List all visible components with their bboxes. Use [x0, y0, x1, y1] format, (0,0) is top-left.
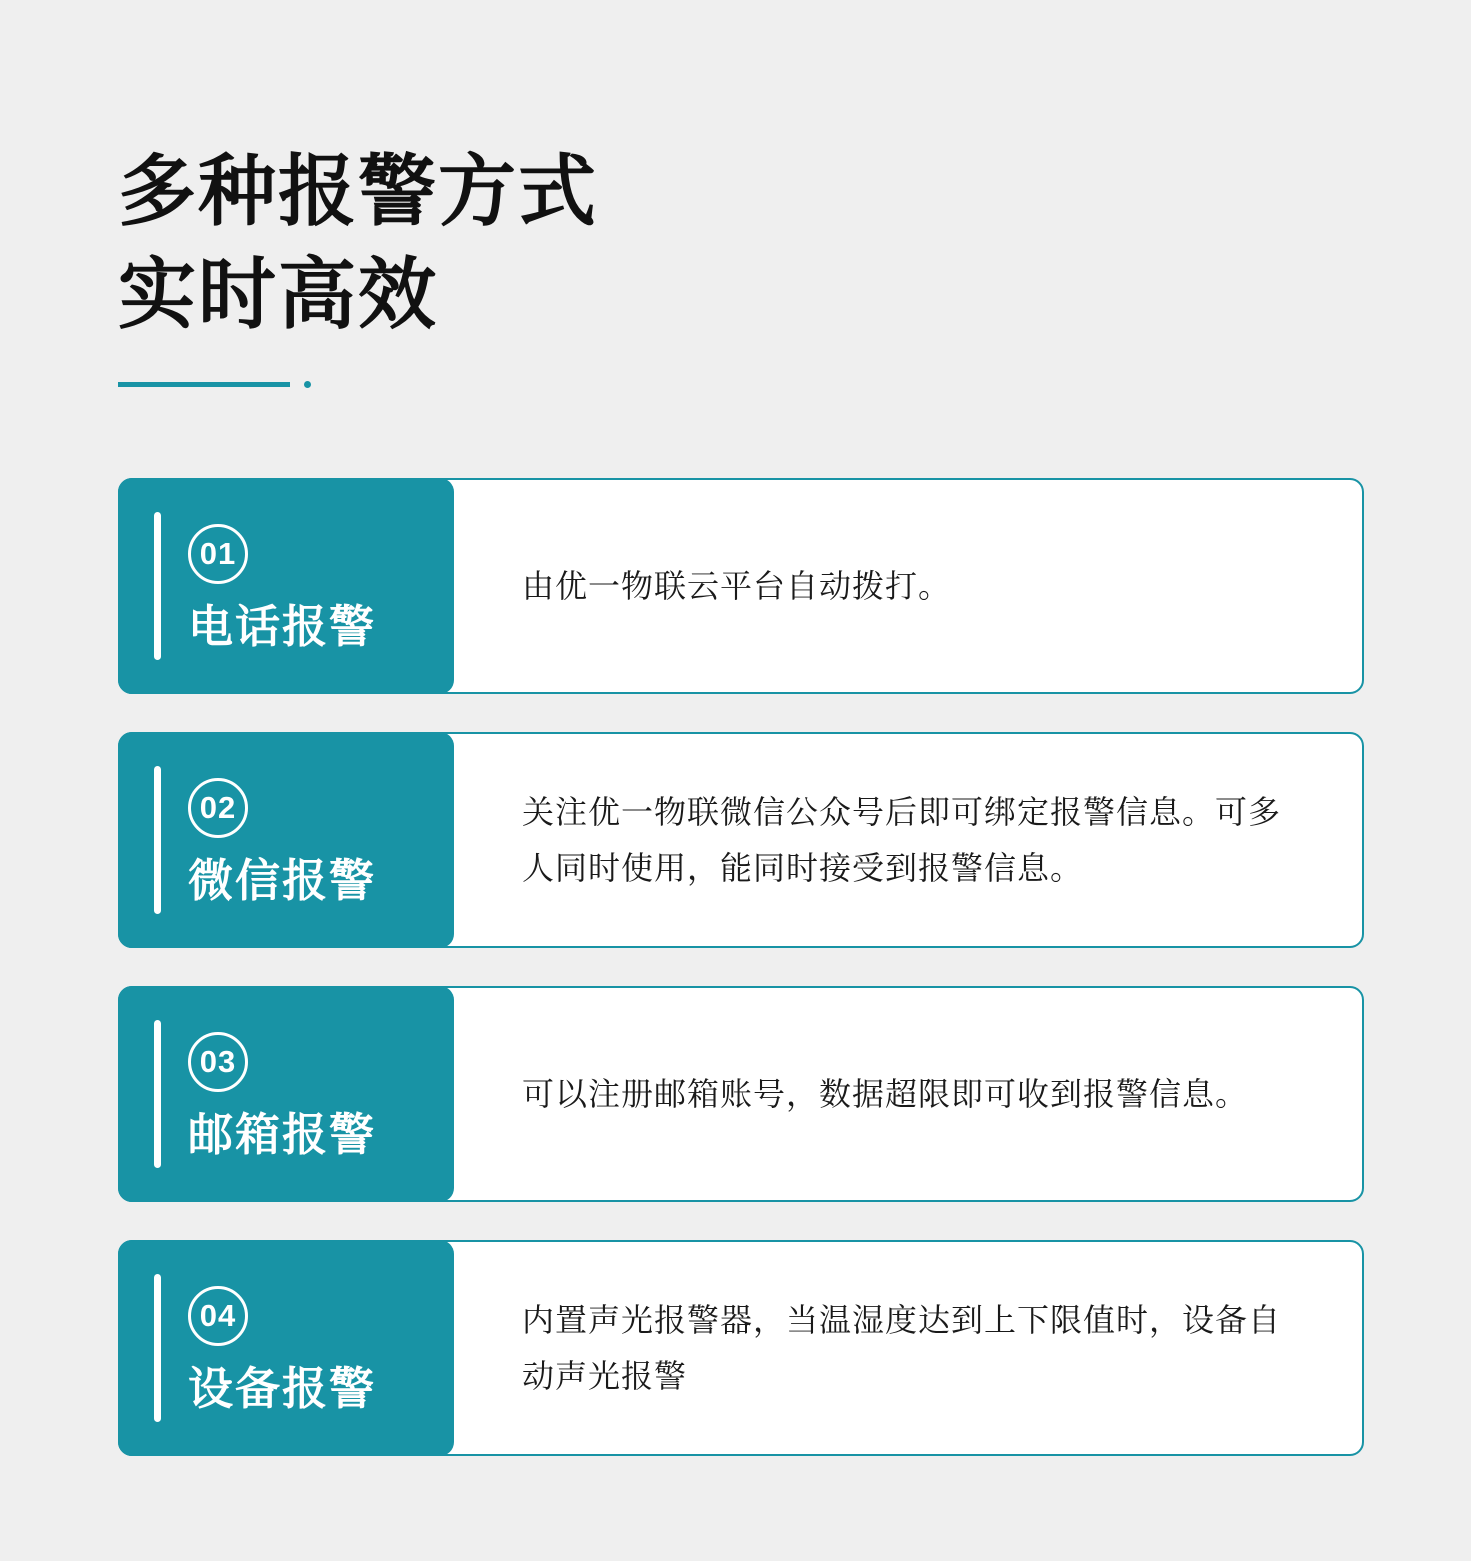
item-description-area [454, 732, 1364, 948]
page-title-line-1: 多种报警方式 [118, 147, 599, 235]
item-number-badge: 04 [188, 1286, 248, 1346]
list-item [118, 732, 1364, 948]
item-title: 电话报警 [188, 601, 377, 653]
tag-content [188, 1032, 454, 1160]
page-title-line-2: 实时高效 [118, 249, 439, 338]
list-item-tag [118, 732, 454, 948]
tag-accent-bar [154, 766, 161, 914]
tag-accent-bar [154, 1020, 161, 1168]
title-underline-bar [118, 382, 290, 387]
title-underline-dot [304, 381, 311, 388]
list-item [118, 986, 1364, 1202]
page-header [118, 140, 1018, 346]
list-item-tag [118, 1240, 454, 1456]
list-item-tag [118, 986, 454, 1202]
tag-accent-bar [154, 1274, 161, 1422]
item-description-area [454, 1240, 1364, 1456]
item-title: 邮箱报警 [188, 1109, 377, 1161]
item-description: 内置声光报警器，当温湿度达到上下限值时，设备自动声光报警 [522, 1302, 1282, 1394]
alarm-method-list [118, 478, 1364, 1456]
item-description: 可以注册邮箱账号，数据超限即可收到报警信息。 [522, 1076, 1249, 1112]
tag-content [188, 1286, 454, 1414]
item-number-badge: 03 [188, 1032, 248, 1092]
item-description-area [454, 478, 1364, 694]
item-number-badge: 02 [188, 778, 248, 838]
item-title: 微信报警 [188, 855, 377, 907]
list-item [118, 478, 1364, 694]
item-title: 设备报警 [188, 1363, 377, 1415]
item-description: 由优一物联云平台自动拨打。 [522, 568, 952, 604]
title-underline [118, 378, 378, 392]
list-item [118, 1240, 1364, 1456]
tag-accent-bar [154, 512, 161, 660]
list-item-tag [118, 478, 454, 694]
page-title [118, 140, 1018, 346]
tag-content [188, 524, 454, 652]
item-description: 关注优一物联微信公众号后即可绑定报警信息。可多人同时使用，能同时接受到报警信息。 [522, 794, 1282, 886]
tag-content [188, 778, 454, 906]
item-number-badge: 01 [188, 524, 248, 584]
item-description-area [454, 986, 1364, 1202]
